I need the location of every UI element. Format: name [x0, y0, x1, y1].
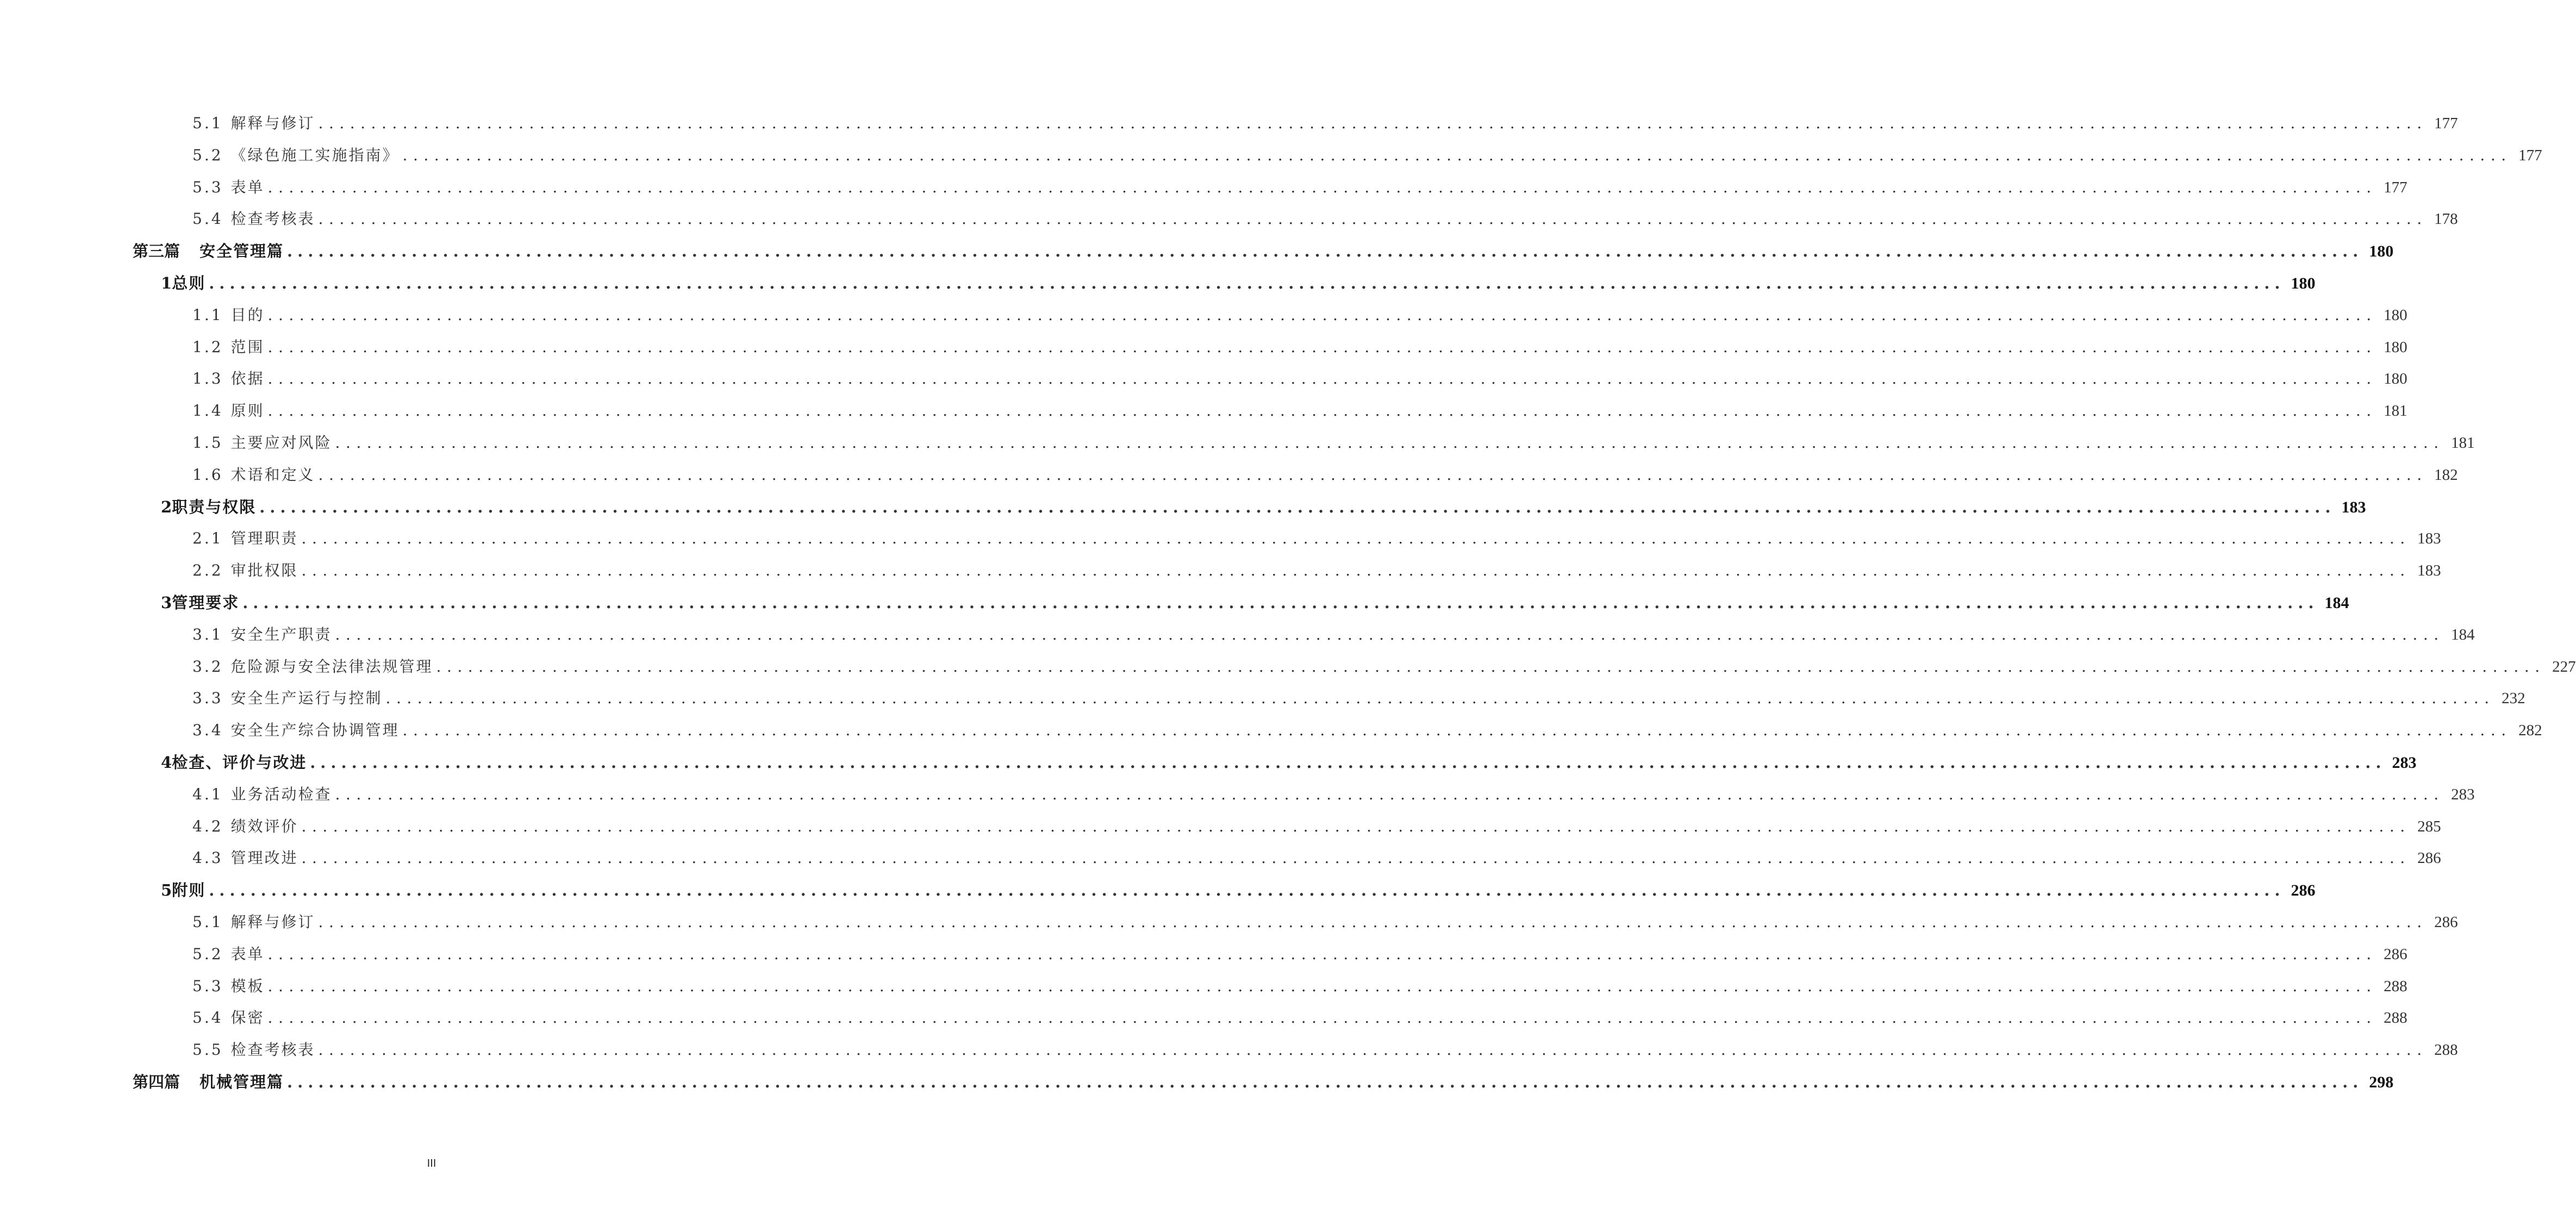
toc-entry-title: 绩效评价	[230, 817, 298, 835]
dot-leader: ........................................................................................................................................................................................................	[267, 305, 2377, 324]
toc-entry-page: 177	[2384, 178, 2407, 196]
toc-entry-number: 2.1	[192, 529, 223, 548]
toc-entry-page: 181	[2451, 434, 2475, 452]
toc-entry-page: 184	[2324, 593, 2349, 612]
toc-entry-page: 285	[2417, 817, 2441, 835]
toc-entry-chapter[interactable]	[0, 267, 2316, 299]
toc-entry-number: 1.4	[192, 402, 223, 420]
toc-entry-page: 182	[2434, 466, 2458, 484]
toc-entry-page: 178	[2434, 210, 2458, 228]
toc-entry-number: 5.2	[192, 146, 223, 164]
dot-leader: ........................................................................................................................................................................................................	[318, 1041, 2428, 1059]
toc-entry-page: 286	[2417, 849, 2441, 867]
toc-entry-page: 180	[2384, 338, 2407, 356]
dot-leader: ........................................................................................................................................................................................................	[402, 721, 2512, 740]
toc-entry-page: 177	[2434, 115, 2458, 132]
toc-entry-page: 288	[2384, 1009, 2407, 1027]
toc-entry-page: 181	[2384, 402, 2407, 420]
toc-entry-section[interactable]	[0, 811, 2441, 843]
toc-entry-page: 298	[2369, 1073, 2394, 1091]
toc-entry-page: 184	[2451, 625, 2475, 643]
toc-entry-number: 4.3	[192, 849, 223, 867]
toc-entry-number: 4	[161, 753, 172, 772]
toc-entry-title: 危险源与安全法律法规管理	[230, 657, 433, 675]
toc-entry-title: 解释与修订	[230, 114, 315, 132]
toc-entry-chapter[interactable]	[0, 747, 2417, 779]
toc-entry-title: 检查考核表	[230, 210, 315, 228]
toc-entry-title: 目的	[230, 305, 265, 324]
toc-entry-number: 5.1	[192, 114, 223, 132]
toc-entry-number: 5.2	[192, 944, 223, 963]
toc-entry-number: 2.2	[192, 561, 223, 580]
toc-entry-chapter[interactable]	[0, 491, 2366, 523]
toc-entry-page: 180	[2384, 306, 2407, 324]
toc-entry-title: 检查考核表	[230, 1041, 315, 1059]
toc-entry-title: 表单	[230, 178, 265, 196]
toc-entry-section[interactable]	[0, 172, 2407, 204]
dot-leader: ........................................................................................................................................................................................................	[402, 146, 2512, 164]
toc-entry-number: 3.3	[192, 689, 223, 708]
toc-entry-section[interactable]	[0, 779, 2475, 811]
table-of-contents	[0, 108, 2576, 1098]
dot-leader: ........................................................................................................................................................................................................	[267, 337, 2377, 356]
toc-entry-number: 5.4	[192, 1009, 223, 1027]
toc-entry-page: 286	[2434, 913, 2458, 931]
toc-entry-section[interactable]	[0, 523, 2441, 555]
toc-entry-section[interactable]	[0, 363, 2407, 395]
toc-entry-section[interactable]	[0, 203, 2458, 235]
toc-entry-title: 安全生产职责	[230, 625, 332, 643]
dot-leader: ........................................................................................................................................................................................................	[267, 402, 2377, 420]
dot-leader: ........................................................................................................................................................................................................	[436, 657, 2546, 675]
dot-leader: ........................................................................................................................................................................................................	[301, 817, 2411, 835]
toc-entry-section[interactable]	[0, 555, 2441, 587]
toc-entry-page: 283	[2392, 753, 2417, 772]
dot-leader: ........................................................................................................................................................................................................	[318, 210, 2428, 228]
toc-entry-title: 业务活动检查	[230, 785, 332, 803]
toc-entry-title: 模板	[230, 977, 265, 995]
toc-entry-page: 286	[2291, 881, 2316, 900]
toc-entry-number: 3.2	[192, 657, 223, 675]
dot-leader: ........................................................................................................................................................................................................	[209, 881, 2285, 900]
toc-entry-section[interactable]	[0, 108, 2458, 140]
dot-leader: ........................................................................................................................................................................................................	[267, 178, 2377, 196]
toc-entry-number: 第四篇	[133, 1072, 180, 1091]
toc-entry-title: 安全管理篇	[199, 242, 284, 261]
toc-entry-title: 范围	[230, 337, 265, 356]
dot-leader: ........................................................................................................................................................................................................	[267, 370, 2377, 388]
toc-entry-number: 第三篇	[133, 242, 180, 261]
toc-entry-page: 283	[2451, 785, 2475, 803]
dot-leader: ........................................................................................................................................................................................................	[209, 273, 2285, 292]
toc-entry-number: 4.1	[192, 785, 223, 803]
toc-entry-page: 232	[2502, 690, 2525, 708]
toc-entry-page: 183	[2417, 562, 2441, 580]
toc-entry-title: 保密	[230, 1009, 265, 1027]
dot-leader: ........................................................................................................................................................................................................	[301, 529, 2411, 548]
toc-entry-title: 依据	[230, 370, 265, 388]
toc-entry-number: 1	[161, 273, 172, 292]
dot-leader: ........................................................................................................................................................................................................	[385, 689, 2495, 708]
toc-entry-number: 1.5	[192, 433, 223, 452]
toc-entry-section[interactable]	[0, 140, 2542, 172]
toc-entry-section[interactable]	[0, 906, 2458, 939]
toc-entry-number: 2	[161, 497, 172, 516]
toc-entry-page: 183	[2417, 530, 2441, 548]
toc-entry-title: 管理要求	[172, 593, 240, 612]
dot-leader: ........................................................................................................................................................................................................	[310, 753, 2386, 772]
toc-entry-section[interactable]	[0, 939, 2407, 971]
toc-entry-section[interactable]	[0, 299, 2407, 331]
dot-leader: ........................................................................................................................................................................................................	[301, 561, 2411, 580]
toc-entry-number: 5	[161, 881, 172, 900]
dot-leader: ........................................................................................................................................................................................................	[242, 593, 2319, 612]
toc-entry-number: 5.5	[192, 1041, 223, 1059]
toc-entry-page: 183	[2341, 498, 2366, 516]
toc-entry-page: 180	[2384, 370, 2407, 388]
toc-entry-title: 安全生产综合协调管理	[230, 721, 400, 740]
toc-entry-section[interactable]	[0, 331, 2407, 364]
toc-entry-title: 管理职责	[230, 529, 298, 548]
dot-leader: ........................................................................................................................................................................................................	[318, 465, 2428, 484]
toc-entry-section[interactable]	[0, 1034, 2458, 1066]
toc-entry-number: 3.1	[192, 625, 223, 643]
toc-entry-number: 5.3	[192, 977, 223, 995]
toc-entry-section[interactable]	[0, 683, 2525, 715]
page-number: III	[427, 1158, 436, 1169]
toc-entry-part[interactable]	[0, 1066, 2394, 1098]
toc-entry-section[interactable]	[0, 842, 2441, 874]
toc-entry-title: 总则	[172, 273, 206, 292]
toc-entry-title: 机械管理篇	[199, 1072, 284, 1091]
toc-entry-title: 附则	[172, 881, 206, 900]
dot-leader: ........................................................................................................................................................................................................	[267, 977, 2377, 995]
toc-entry-number: 5.4	[192, 210, 223, 228]
toc-entry-number: 1.3	[192, 370, 223, 388]
toc-entry-page: 288	[2384, 977, 2407, 995]
toc-entry-chapter[interactable]	[0, 587, 2349, 619]
toc-entry-page: 288	[2434, 1041, 2458, 1059]
dot-leader: ........................................................................................................................................................................................................	[318, 912, 2428, 931]
toc-entry-title: 主要应对风险	[230, 433, 332, 452]
toc-entry-part[interactable]	[0, 235, 2394, 267]
toc-entry-page: 177	[2518, 146, 2542, 164]
dot-leader: ........................................................................................................................................................................................................	[267, 1009, 2377, 1027]
dot-leader: ........................................................................................................................................................................................................	[335, 433, 2444, 452]
toc-entry-chapter[interactable]	[0, 874, 2316, 906]
toc-entry-number: 4.2	[192, 817, 223, 835]
toc-entry-number: 5.1	[192, 912, 223, 931]
toc-entry-page: 286	[2384, 945, 2407, 963]
toc-entry-page: 227	[2552, 658, 2576, 675]
toc-entry-title: 职责与权限	[172, 497, 257, 516]
toc-entry-title: 安全生产运行与控制	[230, 689, 383, 708]
toc-entry-title: 《绿色施工实施指南》	[230, 146, 400, 164]
toc-entry-section[interactable]	[0, 395, 2407, 427]
toc-entry-page: 282	[2518, 722, 2542, 740]
dot-leader: ........................................................................................................................................................................................................	[301, 849, 2411, 867]
dot-leader: ........................................................................................................................................................................................................	[287, 242, 2363, 261]
toc-entry-section[interactable]	[0, 1002, 2407, 1034]
toc-entry-number: 1.6	[192, 465, 223, 484]
toc-entry-title: 解释与修订	[230, 912, 315, 931]
toc-entry-title: 检查、评价与改进	[172, 753, 307, 772]
toc-entry-number: 5.3	[192, 178, 223, 196]
dot-leader: ........................................................................................................................................................................................................	[259, 497, 2336, 516]
toc-entry-section[interactable]	[0, 971, 2407, 1003]
dot-leader: ........................................................................................................................................................................................................	[267, 944, 2377, 963]
toc-entry-page: 180	[2369, 242, 2394, 261]
toc-entry-number: 3	[161, 593, 172, 612]
toc-entry-number: 3.4	[192, 721, 223, 740]
dot-leader: ........................................................................................................................................................................................................	[335, 785, 2444, 803]
toc-entry-title: 术语和定义	[230, 465, 315, 484]
toc-entry-section[interactable]	[0, 619, 2475, 651]
dot-leader: ........................................................................................................................................................................................................	[287, 1072, 2363, 1091]
toc-entry-title: 审批权限	[230, 561, 298, 580]
toc-entry-title: 原则	[230, 402, 265, 420]
toc-entry-title: 表单	[230, 944, 265, 963]
toc-entry-section[interactable]	[0, 651, 2576, 683]
dot-leader: ........................................................................................................................................................................................................	[318, 114, 2428, 132]
dot-leader: ........................................................................................................................................................................................................	[335, 625, 2444, 643]
toc-entry-number: 1.2	[192, 337, 223, 356]
toc-entry-section[interactable]	[0, 459, 2458, 491]
toc-entry-title: 管理改进	[230, 849, 298, 867]
toc-entry-section[interactable]	[0, 715, 2542, 747]
toc-entry-number: 1.1	[192, 305, 223, 324]
toc-entry-page: 180	[2291, 274, 2316, 292]
toc-entry-section[interactable]	[0, 427, 2475, 459]
